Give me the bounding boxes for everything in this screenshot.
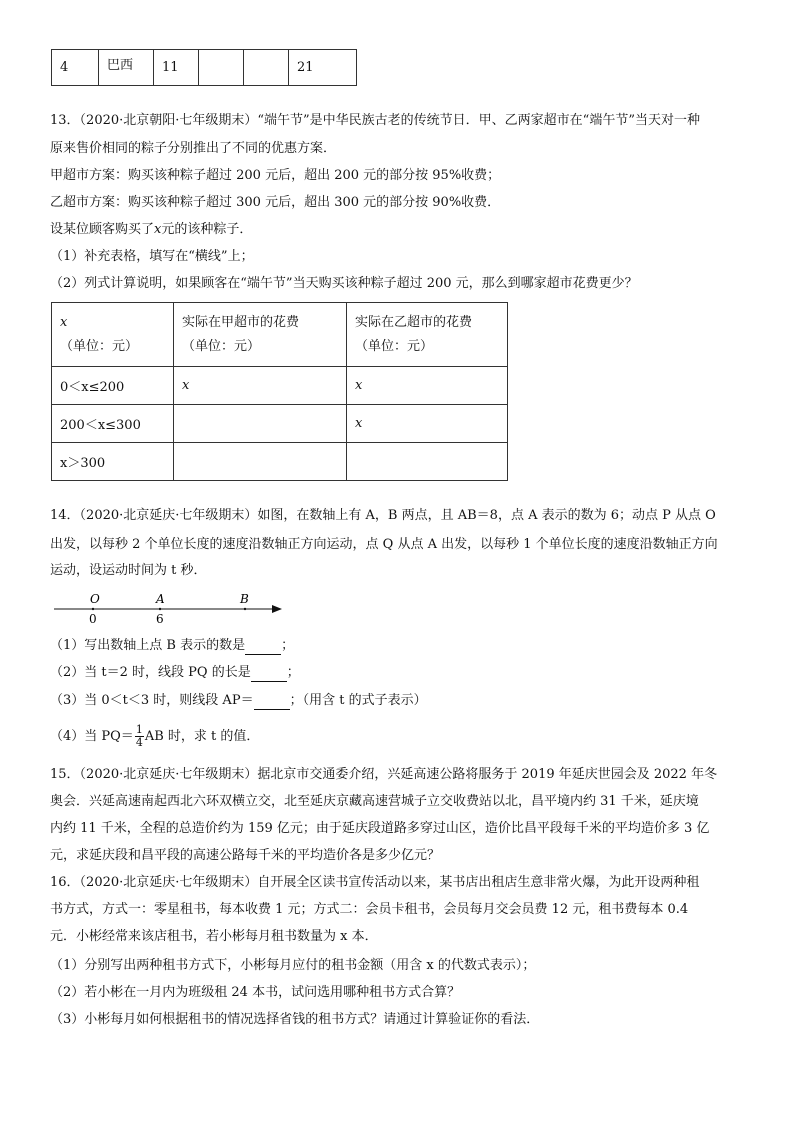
q14-sub4-text: AB 时，求 t 的值． [144, 729, 260, 744]
number-line-figure [50, 588, 290, 628]
q13-table-header-line: （单位：元） [60, 339, 139, 354]
q13-table-header [174, 303, 347, 367]
fraction [135, 724, 144, 749]
q16-line: 书方式，方式一：零星租书，每本收费 1 元；方式二：会员卡租书，会员每月交会员费 12 元，租书费每本 0.4 [50, 902, 689, 917]
q13-table-cell [347, 443, 508, 481]
q13-line: 乙超市方案：购买该种粽子超过 300 元后，超出 300 元的部分按 90%收费． [50, 195, 501, 210]
q13-table-cell: x [347, 367, 508, 405]
q13-table-cell: 0＜x≤200 [52, 367, 174, 405]
q15-line: 奥会．兴延高速南起西北六环双横立交，北至延庆京藏高速营城子立交收费站以北，昌平境内约 31 千米，延庆境 [50, 794, 699, 809]
q13-table-cell: x [174, 367, 347, 405]
q13-table-cell [174, 405, 347, 443]
answer-blank [251, 667, 287, 682]
top-table [51, 49, 357, 86]
q13-line: 原来售价相同的粽子分别推出了不同的优惠方案． [50, 141, 337, 156]
q15-line: 元，求延庆段和昌平段的高速公路每千米的平均造价各是多少亿元？ [50, 848, 441, 863]
q14-sub3-text: （3）当 0＜t＜3 时，则线段 AP＝ [50, 693, 254, 708]
q13-table-header-line: 实际在乙超市的花费 [355, 315, 473, 330]
q14-end-mark: ； [281, 638, 295, 653]
q14-sub3 [50, 692, 427, 710]
q14-sub2 [50, 664, 300, 682]
q13-table-cell: x＞300 [52, 443, 174, 481]
tick-label-6: 6 [156, 612, 164, 626]
q14-sub2-text: （2）当 t＝2 时，线段 PQ 的长是 [50, 665, 251, 680]
q13-table-header-line: （单位：元） [182, 339, 261, 354]
q15-line: 内约 11 千米，全程的总造价约为 159 亿元；由于延庆段道路多穿过山区，造价比昌平段每千米的平均造价多 3 亿 [50, 821, 710, 836]
q16-line: 元．小彬经常来该店租书，若小彬每月租书数量为 x 本． [50, 929, 378, 944]
point-label-o: O [90, 592, 100, 606]
top-table-cell: 21 [289, 50, 357, 86]
point-b-dot [244, 608, 246, 610]
q16-line: （3）小彬每月如何根据租书的情况选择省钱的租书方式？请通过计算验证你的看法． [50, 1012, 540, 1027]
answer-blank [254, 695, 290, 710]
number-line-arrow [272, 605, 282, 613]
top-table-cell: 4 [52, 50, 99, 86]
q13-table-header-line: 实际在甲超市的花费 [182, 315, 300, 330]
q13-table-cell: x [347, 405, 508, 443]
q13-table-header [52, 303, 174, 367]
q16-line: （1）分别写出两种租书方式下，小彬每月应付的租书金额（用含 x 的代数式表示）； [50, 958, 536, 973]
q16-line: 16．（2020·北京延庆·七年级期末）自开展全区读书宣传活动以来，某书店出租店生意非常火爆，为此开设两种租 [50, 875, 700, 890]
q13-line: 甲超市方案：购买该种粽子超过 200 元后，超出 200 元的部分按 95%收费； [50, 168, 501, 183]
q13-line: 13．（2020·北京朝阳·七年级期末）“端午节”是中华民族古老的传统节日．甲、乙两家超市在“端午节”当天对一种 [50, 113, 700, 128]
q14-sub3-text: ；（用含 t 的式子表示） [289, 693, 427, 708]
q14-sub4 [50, 724, 259, 749]
q13-sub2: （2）列式计算说明，如果顾客在“端午节”当天购买该种粽子超过 200 元，那么到哪家超市花费更少？ [50, 276, 638, 291]
q13-table-cell: 200＜x≤300 [52, 405, 174, 443]
q13-line [50, 221, 252, 239]
fraction-denominator: 4 [135, 736, 143, 749]
q13-table [51, 302, 508, 481]
q13-sub1: （1）补充表格，填写在“横线”上； [50, 249, 254, 264]
tick-label-0: 0 [89, 612, 97, 626]
q14-sub4-text: （4）当 PQ＝ [50, 729, 134, 744]
q15-line: 15．（2020·北京延庆·七年级期末）据北京市交通委介绍，兴延高速公路将服务于 2019 年延庆世园会及 2022 年冬 [50, 767, 718, 782]
top-table-cell: 巴西 [99, 50, 154, 86]
q16-line: （2）若小彬在一月内为班级租 24 本书，试问选用哪种租书方式合算？ [50, 985, 461, 1000]
q13-var: x [154, 222, 162, 237]
q13-table-cell [174, 443, 347, 481]
point-a-dot [159, 608, 161, 610]
q13-text: 设某位顾客购买了 [50, 222, 155, 237]
fraction-numerator: 1 [135, 723, 143, 736]
q14-line: 运动，设运动时间为 t 秒． [50, 563, 207, 578]
top-table-cell: 11 [154, 50, 199, 86]
q14-line: 出发，以每秒 2 个单位长度的速度沿数轴正方向运动，点 Q 从点 A 出发，以每秒 1 个单位长度的速度沿数轴正方向 [50, 537, 718, 552]
q14-sub1 [50, 637, 294, 655]
top-table-cell [244, 50, 289, 86]
q13-table-header-line: （单位：元） [355, 339, 434, 354]
q13-text: 元的该种粽子． [161, 222, 253, 237]
point-label-b: B [240, 592, 249, 606]
q14-end-mark: ； [286, 665, 300, 680]
top-table-cell [199, 50, 244, 86]
answer-blank [245, 640, 281, 655]
q14-line: 14．（2020·北京延庆·七年级期末）如图，在数轴上有 A，B 两点，且 AB＝8，点 A 表示的数为 6；动点 P 从点 O [50, 508, 716, 523]
q13-table-header-line: x [60, 315, 68, 330]
q14-sub1-text: （1）写出数轴上点 B 表示的数是 [50, 638, 246, 653]
point-o-dot [92, 608, 94, 610]
point-label-a: A [156, 592, 165, 606]
q13-table-header [347, 303, 508, 367]
